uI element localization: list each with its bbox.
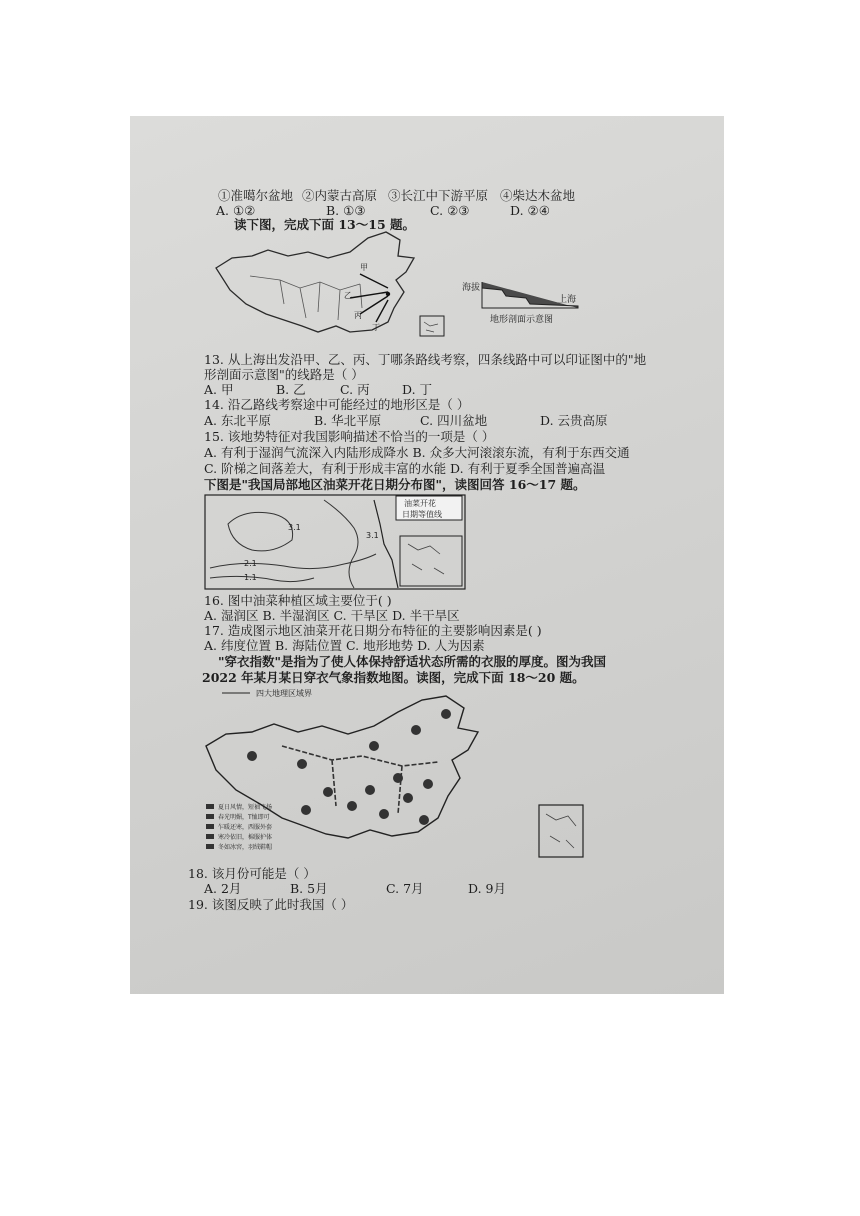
coastline <box>374 500 398 588</box>
photographed-exam-page <box>130 116 724 994</box>
isoline-label-1: 3.1 <box>288 523 301 532</box>
china-route-map <box>210 228 460 340</box>
q13-choice-d: D. 丁 <box>402 382 433 397</box>
q12-item-3: ③长江中下游平原 <box>388 188 489 203</box>
q18-choice-c: C. 7月 <box>386 881 424 896</box>
q18-stem: 18. 该月份可能是（ ） <box>188 866 316 881</box>
map-legend <box>206 803 272 851</box>
q12-item-2: ②内蒙古高原 <box>302 188 378 203</box>
q12-choice-a: A. ①② <box>216 203 256 218</box>
exam-paper <box>130 116 724 994</box>
section-18-20-intro-line1: "穿衣指数"是指为了使人体保持舒适状态所需的衣服的厚度。图为我国 <box>218 654 607 669</box>
q14-choice-a: A. 东北平原 <box>204 413 271 428</box>
q14-choice-b: B. 华北平原 <box>314 413 382 428</box>
profile-city-label: 上海 <box>558 295 577 305</box>
q13-choice-b: B. 乙 <box>276 382 306 397</box>
q13-choice-c: C. 丙 <box>340 382 370 397</box>
q12-choice-c: C. ②③ <box>430 203 470 218</box>
svg-text:冬如冰窖，羽绒鞋帽: 冬如冰窖，羽绒鞋帽 <box>218 844 273 851</box>
svg-text:寒冷依旧，棉服护体: 寒冷依旧，棉服护体 <box>218 834 273 841</box>
q14-choice-c: C. 四川盆地 <box>420 413 488 428</box>
svg-text:春光明媚，T恤即可: 春光明媚，T恤即可 <box>218 814 270 821</box>
south-china-sea-inset <box>420 316 444 336</box>
legend-subtitle: 日期等值线 <box>402 510 442 519</box>
isoline-label-4: 1.1 <box>244 573 257 582</box>
china-outline <box>216 232 414 332</box>
q15-stem: 15. 该地势特征对我国影响描述不恰当的一项是（ ） <box>204 429 495 444</box>
q12-item-4: ④柴达木盆地 <box>500 188 576 203</box>
legend-title: 油菜开花 <box>404 499 436 508</box>
clothing-index-map <box>202 686 522 864</box>
route-label-bing: 丙 <box>354 311 362 320</box>
isoline-closed <box>228 512 293 551</box>
q17-choices: A. 纬度位置 B. 海陆位置 C. 地形地势 D. 人为因素 <box>204 638 485 653</box>
isoline-label-2: 3.1 <box>366 531 379 540</box>
section-18-20-intro-line2: 2022 年某月某日穿衣气象指数地图。读图，完成下面 18～20 题。 <box>202 670 585 685</box>
q19-stem: 19. 该图反映了此时我国（ ） <box>188 897 354 912</box>
q12-choice-d: D. ②④ <box>510 203 550 218</box>
isoline-label-3: 2.1 <box>244 559 257 568</box>
q13-choice-a: A. 甲 <box>204 382 234 397</box>
region-boundaries <box>282 746 438 814</box>
south-china-sea-inset-2 <box>538 804 584 858</box>
route-label-jia: 甲 <box>360 263 368 272</box>
section-13-15-intro: 读下图，完成下面 13～15 题。 <box>234 217 415 232</box>
svg-text:乍暖还寒，西服外套: 乍暖还寒，西服外套 <box>218 824 273 831</box>
q13-stem-line1: 13. 从上海出发沿甲、乙、丙、丁哪条路线考察，四条线路中可以印证图中的"地 <box>204 352 647 367</box>
terrain-profile-figure <box>460 276 590 324</box>
q12-choice-b: B. ①③ <box>326 203 366 218</box>
route-label-ding: 丁 <box>372 323 380 332</box>
south-china-sea-inset <box>400 536 462 586</box>
section-16-17-intro: 下图是"我国局部地区油菜开花日期分布图"，读图回答 16～17 题。 <box>204 477 586 492</box>
profile-elevation-label: 海拔 <box>462 283 481 293</box>
q14-choice-d: D. 云贵高原 <box>540 413 608 428</box>
q15-option-ab: A. 有利于湿润气流深入内陆形成降水 B. 众多大河滚滚东流，有利于东西交通 <box>204 445 630 460</box>
svg-text:夏日风情，短袖飞扬: 夏日风情，短袖飞扬 <box>218 804 273 811</box>
q17-stem: 17. 造成图示地区油菜开花日期分布特征的主要影响因素是( ) <box>204 623 542 638</box>
map-legend-line-label: 四大地理区域界 <box>256 689 312 698</box>
q14-stem: 14. 沿乙路线考察途中可能经过的地形区是（ ） <box>204 397 470 412</box>
q12-item-1: ①准噶尔盆地 <box>218 188 294 203</box>
profile-caption: 地形剖面示意图 <box>490 315 554 324</box>
q18-choice-a: A. 2月 <box>204 881 242 896</box>
shanghai-point <box>386 292 390 296</box>
q15-option-cd: C. 阶梯之间落差大，有利于形成丰富的水能 D. 有利于夏季全国普遍高温 <box>204 461 606 476</box>
q16-stem: 16. 图中油菜种植区域主要位于( ) <box>204 593 392 608</box>
route-label-yi: 乙 <box>344 291 352 300</box>
q18-choice-b: B. 5月 <box>290 881 328 896</box>
q18-choice-d: D. 9月 <box>468 881 506 896</box>
rapeseed-flowering-map <box>204 494 466 590</box>
q16-choices: A. 湿润区 B. 半湿润区 C. 干旱区 D. 半干旱区 <box>204 608 460 623</box>
q13-stem-line2: 形剖面示意图"的线路是（ ） <box>204 367 364 382</box>
